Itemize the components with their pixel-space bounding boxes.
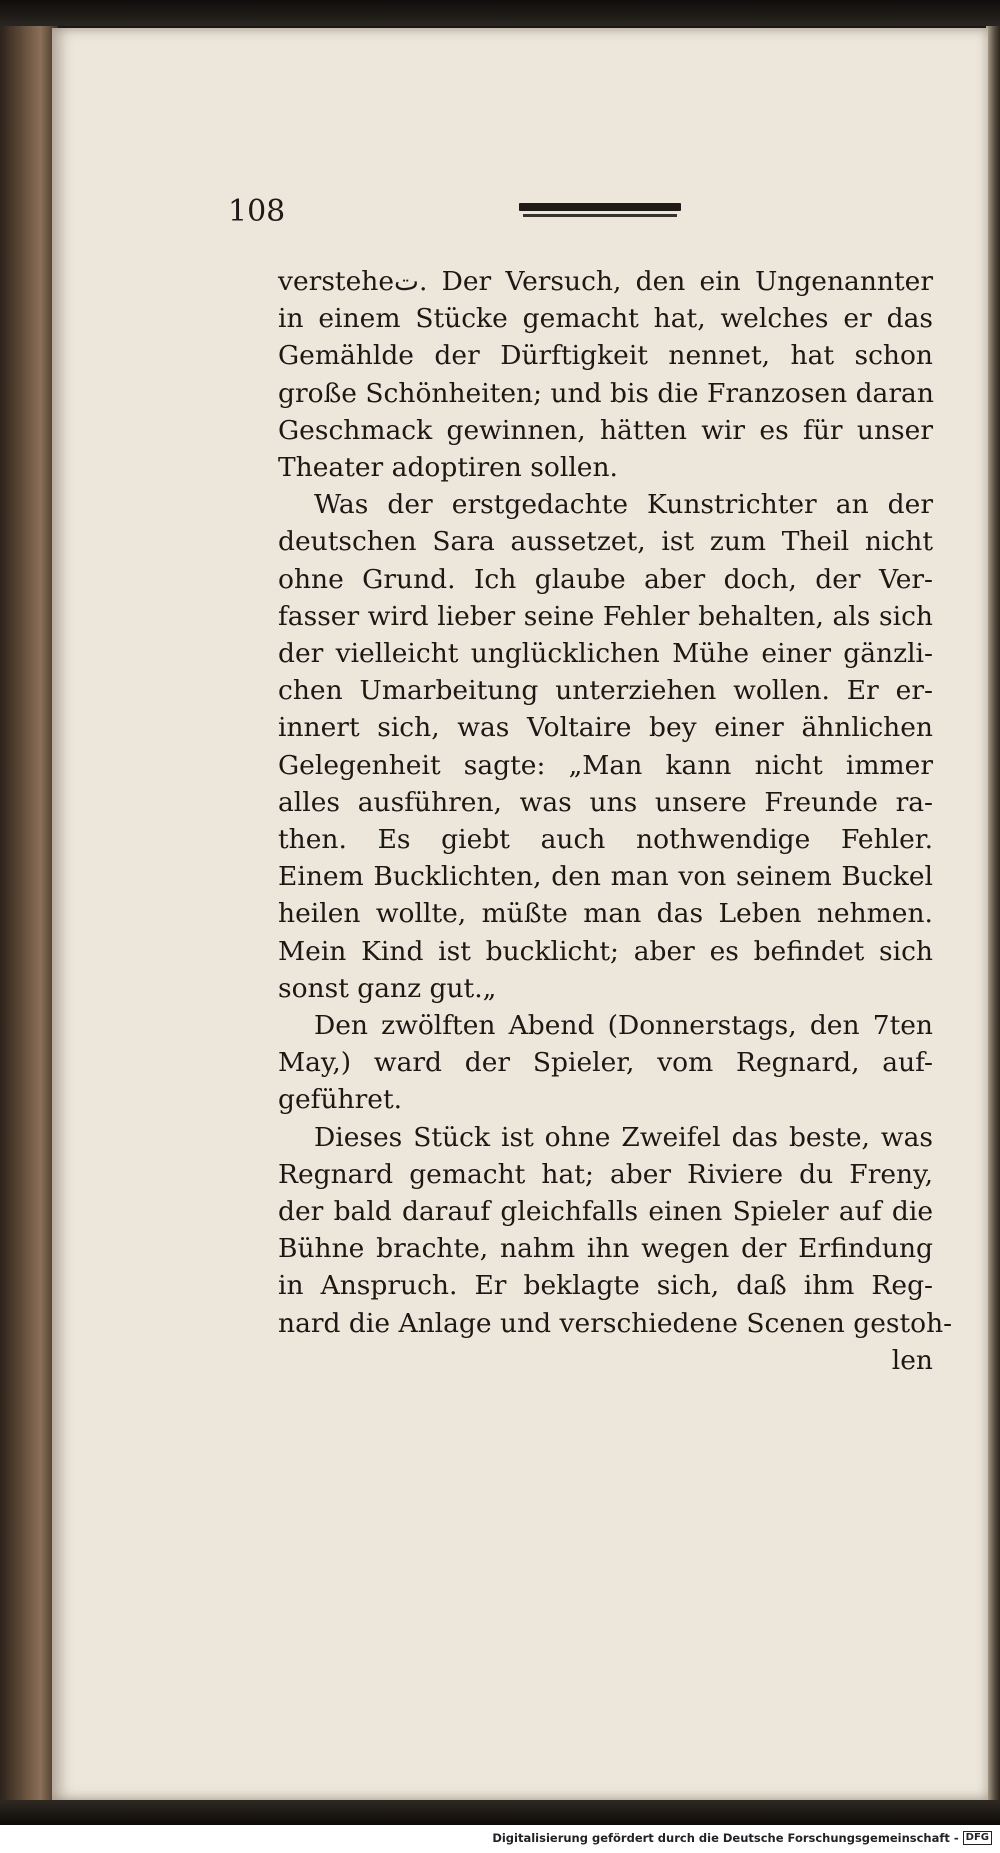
text-line: sonst ganz gut.„	[278, 972, 497, 1004]
text-line: Dieses Stück ist ohne Zweifel das beste, was	[314, 1121, 933, 1153]
text-line: nard die Anlage und verschiedene Scenen gestoh-	[278, 1307, 953, 1339]
text-line: Bühne brachte, nahm ihn wegen der Erfindung	[278, 1233, 933, 1265]
dfg-logo: DFG	[963, 1831, 992, 1845]
text-line: May,) ward der Spieler, vom Regnard, auf-	[278, 1047, 933, 1079]
text-line: Den zwölften Abend (Donnerstags, den 7ten	[314, 1010, 933, 1042]
text-line: fasser wird lieber seine Fehler behalten, als sich	[278, 600, 933, 632]
text-line: Was der erstgedachte Kunstrichter an der	[314, 489, 933, 521]
text-line: then. Es giebt auch nothwendige Fehler.	[278, 824, 933, 856]
credit-text: Digitalisierung gefördert durch die Deutsche Forschungsgemeinschaft -	[492, 1831, 959, 1845]
text-line: chen Umarbeitung unterziehen wollen. Er er-	[278, 675, 933, 707]
text-line: Gelegenheit sagte: „Man kann nicht immer	[278, 749, 933, 781]
header-rule-thin	[523, 214, 677, 217]
text-line: geführet.	[278, 1084, 403, 1116]
text-line: heilen wollte, müßte man das Leben nehmen.	[278, 898, 933, 930]
text-line: versteheت. Der Versuch, den ein Ungenannter	[278, 266, 933, 297]
scan-top-edge	[0, 0, 1000, 26]
text-line: innert sich, was Voltaire bey einer ähnlichen	[278, 712, 933, 744]
text-line: in einem Stücke gemacht hat, welches er das	[278, 303, 933, 335]
header-ornament-rule	[519, 203, 681, 219]
text-line: Mein Kind ist bucklicht; aber es befindet sich	[278, 935, 933, 967]
page-number: 108	[228, 194, 286, 229]
text-line: große Schönheiten; und bis die Franzosen daran	[278, 377, 934, 409]
body-text	[278, 263, 953, 1379]
text-line: Einem Bucklichten, den man von seinem Buckel	[278, 861, 933, 893]
text-line: der vielleicht unglücklichen Mühe einer gänzli-	[278, 638, 933, 670]
scan-bottom-edge	[0, 1800, 1000, 1825]
text-line: in Anspruch. Er beklagte sich, daß ihm Reg-	[278, 1270, 933, 1302]
text-line: alles ausführen, was uns unsere Freunde ra-	[278, 786, 933, 818]
text-line: Gemählde der Dürftigkeit nennet, hat schon	[278, 340, 933, 372]
page-right-edge	[986, 26, 1000, 1801]
header-rule-thick	[519, 203, 681, 211]
text-line: deutschen Sara aussetzet, ist zum Theil nicht	[278, 526, 933, 558]
text-line: Theater adoptiren sollen.	[278, 452, 618, 484]
text-line: Regnard gemacht hat; aber Riviere du Freny,	[278, 1158, 933, 1190]
catchword: len	[891, 1344, 933, 1376]
digitization-credit	[492, 1831, 992, 1845]
text-line: der bald darauf gleichfalls einen Spieler auf die	[278, 1196, 933, 1228]
text-line: Geschmack gewinnen, hätten wir es für unser	[278, 414, 933, 446]
book-spine-edge	[0, 26, 58, 1801]
text-line: ohne Grund. Ich glaube aber doch, der Ver-	[278, 563, 933, 595]
